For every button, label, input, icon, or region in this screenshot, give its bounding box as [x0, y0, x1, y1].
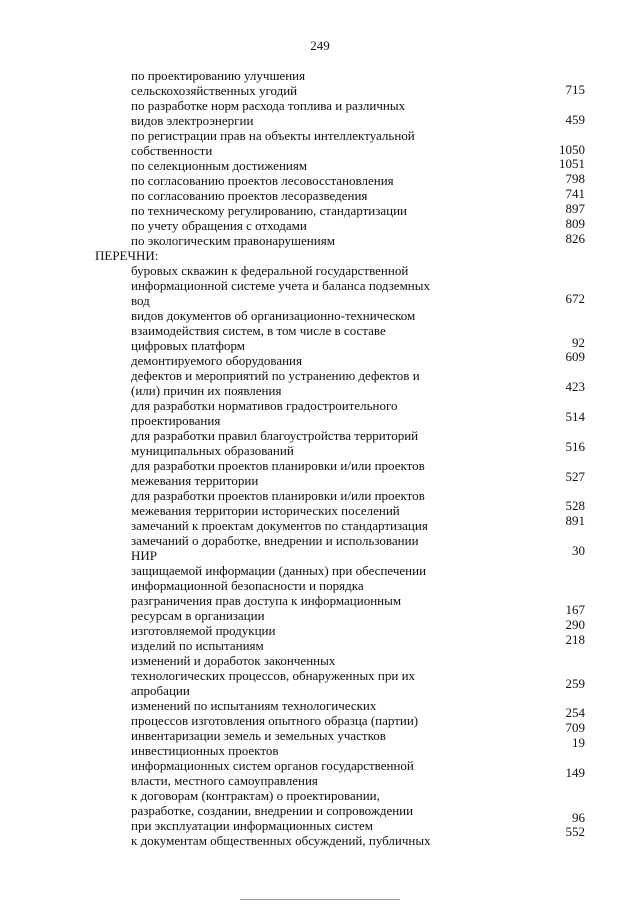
index-line: межевания территории	[131, 473, 259, 488]
index-line: разработке, создании, внедрении и сопровождении	[131, 803, 414, 818]
index-line: замечаний о доработке, внедрении и использовании	[131, 533, 419, 548]
page-ref: 1051	[559, 156, 585, 171]
index-line: процессов изготовления опытного образца (партии)	[131, 713, 419, 728]
page-ref: 798	[565, 171, 585, 186]
page-ref: 290	[565, 617, 585, 632]
index-line: по проектированию улучшения	[131, 68, 306, 83]
page-ref: 149	[565, 765, 585, 780]
index-line: информационной системе учета и баланса подземных	[131, 278, 430, 293]
page-ref: 514	[565, 409, 585, 424]
page-ref: 609	[565, 349, 585, 364]
page-ref: 552	[565, 824, 585, 839]
index-line: при эксплуатации информационных систем	[131, 818, 373, 833]
index-line: видов документов об организационно-техническом	[131, 308, 416, 323]
index-line: вод	[131, 293, 150, 308]
page-ref: 715	[565, 82, 585, 97]
page-ref: 423	[565, 379, 585, 394]
page-ref: 891	[565, 513, 585, 528]
index-line: взаимодействия систем, в том числе в составе	[131, 323, 386, 338]
index-line: к договорам (контрактам) о проектировании,	[131, 788, 380, 803]
page-ref: 259	[565, 676, 585, 691]
index-line: по селекционным достижениям	[131, 158, 308, 173]
index-line: буровых скважин к федеральной государственной	[131, 263, 409, 278]
index-line: проектирования	[131, 413, 221, 428]
bottom-rule	[240, 899, 400, 900]
page-ref: 218	[565, 632, 585, 647]
index-line: для разработки нормативов градостроительного	[131, 398, 398, 413]
index-line: к документам общественных обсуждений, публичных	[131, 833, 431, 848]
index-line: изготовляемой продукции	[131, 623, 276, 638]
index-line: технологических процессов, обнаруженных при их	[131, 668, 416, 683]
index-line: для разработки проектов планировки и/или проектов	[131, 488, 425, 503]
index-line: по согласованию проектов лесовосстановления	[131, 173, 394, 188]
index-line: инвестиционных проектов	[131, 743, 279, 758]
index-line: разграничения прав доступа к информационным	[131, 593, 402, 608]
page-ref: 96	[572, 810, 585, 825]
page-ref: 459	[565, 112, 585, 127]
index-line: изменений и доработок законченных	[131, 653, 336, 668]
index-line: дефектов и мероприятий по устранению дефектов и	[131, 368, 420, 383]
page-ref: 826	[565, 231, 585, 246]
page-ref: 672	[565, 291, 585, 306]
index-line: информационных систем органов государственной	[131, 758, 414, 773]
page-ref: 516	[565, 439, 585, 454]
page-ref: 1050	[559, 142, 585, 157]
index-line: информационной безопасности и порядка	[131, 578, 364, 593]
index-line: изменений по испытаниям технологических	[131, 698, 377, 713]
index-line: для разработки проектов планировки и/или проектов	[131, 458, 425, 473]
index-line: сельскохозяйственных угодий	[131, 83, 298, 98]
index-line: (или) причин их появления	[131, 383, 282, 398]
index-line: цифровых платформ	[131, 338, 245, 353]
page-number: 249	[310, 38, 330, 53]
index-line: изделий по испытаниям	[131, 638, 264, 653]
index-line: по техническому регулированию, стандартизации	[131, 203, 407, 218]
page-ref: 528	[565, 498, 585, 513]
index-line: по экологическим правонарушениям	[131, 233, 335, 248]
index-line: по разработке норм расхода топлива и различных	[131, 98, 406, 113]
page-ref: 809	[565, 216, 585, 231]
index-line: инвентаризации земель и земельных участков	[131, 728, 386, 743]
index-line: демонтируемого оборудования	[131, 353, 302, 368]
page-ref: 527	[565, 469, 585, 484]
index-line: по регистрации прав на объекты интеллектуальной	[131, 128, 415, 143]
section-heading: ПЕРЕЧНИ:	[95, 248, 159, 263]
page-ref: 19	[572, 735, 585, 750]
index-line: ресурсам в организации	[131, 608, 265, 623]
index-line: по согласованию проектов лесоразведения	[131, 188, 368, 203]
page-ref: 167	[565, 602, 585, 617]
index-line: межевания территории исторических поселений	[131, 503, 400, 518]
page-ref: 30	[572, 543, 585, 558]
page-ref: 709	[565, 720, 585, 735]
index-line: защищаемой информации (данных) при обеспечении	[131, 563, 427, 578]
page-ref: 92	[572, 335, 585, 350]
index-line: апробации	[131, 683, 190, 698]
page-ref: 741	[565, 186, 585, 201]
index-line: по учету обращения с отходами	[131, 218, 307, 233]
index-line: собственности	[131, 143, 213, 158]
index-line: видов электроэнергии	[131, 113, 254, 128]
index-line: муниципальных образований	[131, 443, 294, 458]
page-ref: 254	[565, 705, 585, 720]
index-line: для разработки правил благоустройства территорий	[131, 428, 419, 443]
index-line: НИР	[131, 548, 158, 563]
index-line: замечаний к проектам документов по стандартизация	[131, 518, 428, 533]
index-line: власти, местного самоуправления	[131, 773, 318, 788]
page-ref: 897	[565, 201, 585, 216]
